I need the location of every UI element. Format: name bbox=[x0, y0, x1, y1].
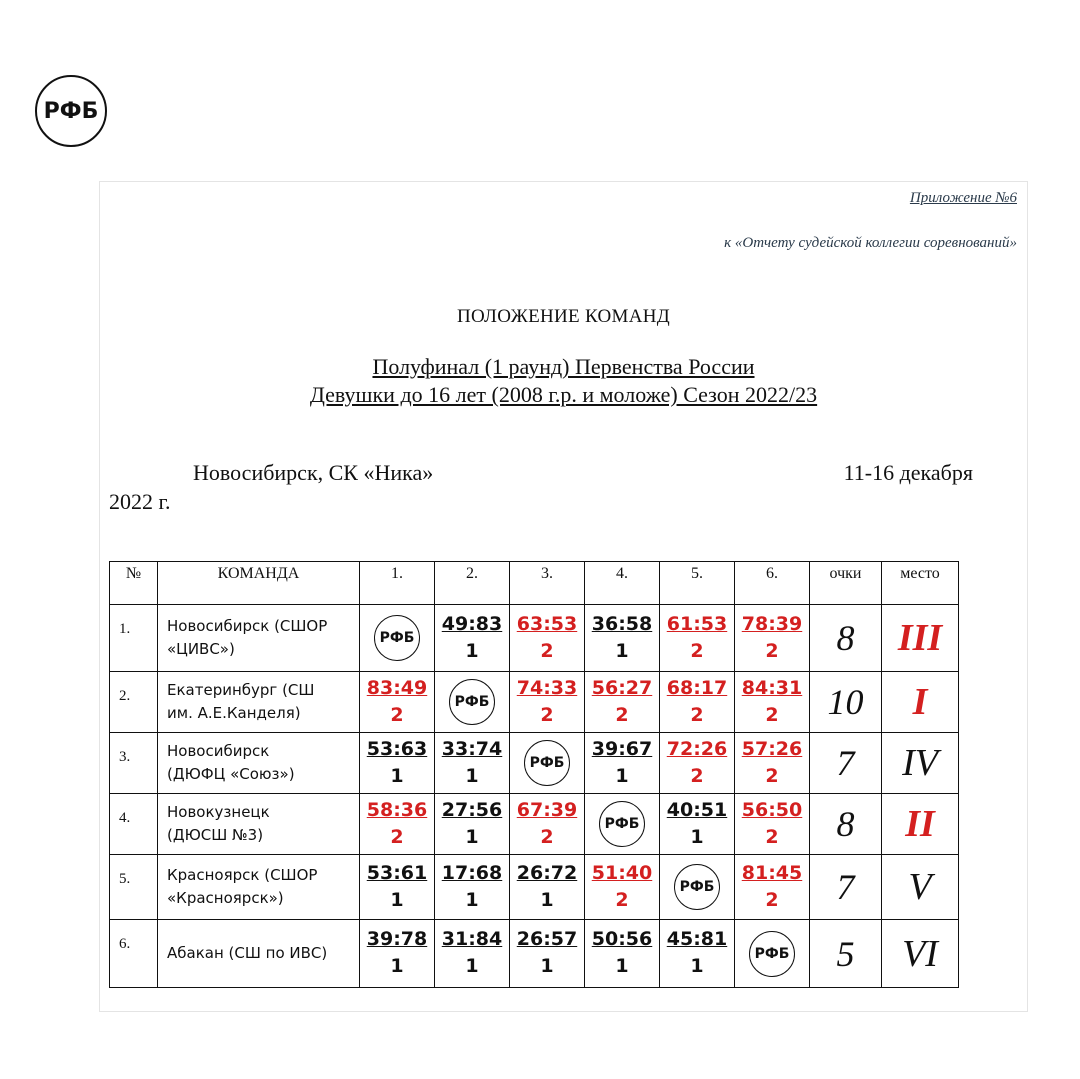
match-points: 2 bbox=[690, 764, 704, 787]
match-result bbox=[435, 920, 510, 988]
total-points: 8 bbox=[810, 605, 882, 672]
team-name-line: Новокузнецк bbox=[167, 803, 270, 821]
match-result bbox=[660, 920, 735, 988]
match-points: 2 bbox=[540, 639, 554, 662]
row-number: 1. bbox=[110, 605, 158, 672]
match-points: 2 bbox=[390, 825, 404, 848]
rfb-logo-text: РФБ bbox=[43, 98, 99, 124]
team-name bbox=[158, 855, 360, 920]
match-result bbox=[435, 733, 510, 794]
row-number: 3. bbox=[110, 733, 158, 794]
match-points: 1 bbox=[465, 825, 479, 848]
match-points: 1 bbox=[615, 764, 629, 787]
team-name bbox=[158, 920, 360, 988]
match-points: 1 bbox=[540, 955, 554, 977]
match-score: 51:40 bbox=[591, 861, 653, 884]
match-points: 2 bbox=[540, 703, 554, 726]
match-result bbox=[360, 794, 435, 855]
dates: 11-16 декабря bbox=[843, 460, 973, 485]
match-score: 40:51 bbox=[666, 798, 728, 821]
header-rank: место bbox=[882, 562, 959, 605]
header-col-6: 6. bbox=[735, 562, 810, 605]
total-points: 5 bbox=[810, 920, 882, 988]
competition-title: Полуфинал (1 раунд) Первенства России bbox=[372, 354, 755, 379]
team-name-line: «Красноярск») bbox=[167, 889, 284, 907]
match-result bbox=[735, 605, 810, 672]
self-match-cell bbox=[435, 672, 510, 733]
match-result bbox=[585, 733, 660, 794]
match-result bbox=[735, 672, 810, 733]
team-name-line: Красноярск (СШОР bbox=[167, 866, 318, 884]
annex-subtitle: к «Отчету судейской коллегии соревнований» bbox=[724, 235, 1017, 251]
match-result bbox=[660, 605, 735, 672]
match-result bbox=[360, 672, 435, 733]
match-points: 1 bbox=[690, 825, 704, 848]
header-col-1: 1. bbox=[360, 562, 435, 605]
match-score: 83:49 bbox=[366, 676, 428, 699]
match-score: 56:50 bbox=[741, 798, 803, 821]
team-name-line: «ЦИВС») bbox=[167, 640, 235, 658]
match-result bbox=[510, 794, 585, 855]
match-result bbox=[435, 794, 510, 855]
match-points: 2 bbox=[765, 639, 779, 662]
match-score: 53:61 bbox=[366, 861, 428, 884]
match-result bbox=[360, 855, 435, 920]
match-score: 63:53 bbox=[516, 612, 578, 635]
match-score: 78:39 bbox=[741, 612, 803, 635]
table-row bbox=[110, 605, 959, 672]
match-score: 68:17 bbox=[666, 676, 728, 699]
match-score: 27:56 bbox=[441, 798, 503, 821]
match-score: 36:58 bbox=[591, 612, 653, 635]
match-result bbox=[435, 855, 510, 920]
row-number: 4. bbox=[110, 794, 158, 855]
standings-table bbox=[109, 561, 959, 988]
match-score: 74:33 bbox=[516, 676, 578, 699]
match-result bbox=[510, 672, 585, 733]
match-result bbox=[585, 672, 660, 733]
match-points: 2 bbox=[690, 703, 704, 726]
self-match-cell bbox=[585, 794, 660, 855]
match-result bbox=[435, 605, 510, 672]
team-name-line: Новосибирск bbox=[167, 742, 270, 760]
match-result bbox=[510, 605, 585, 672]
match-result bbox=[510, 920, 585, 988]
match-result bbox=[735, 855, 810, 920]
match-result bbox=[360, 920, 435, 988]
year: 2022 г. bbox=[109, 489, 171, 514]
match-points: 1 bbox=[465, 955, 479, 977]
header-col-4: 4. bbox=[585, 562, 660, 605]
match-points: 1 bbox=[390, 955, 404, 977]
match-result bbox=[735, 794, 810, 855]
row-number: 6. bbox=[110, 920, 158, 988]
table-row bbox=[110, 920, 959, 988]
match-score: 49:83 bbox=[441, 612, 503, 635]
match-points: 2 bbox=[765, 888, 779, 911]
match-score: 39:78 bbox=[366, 928, 428, 950]
rfb-mark-icon: РФБ bbox=[374, 615, 420, 661]
match-points: 2 bbox=[765, 764, 779, 787]
team-name-line: Новосибирск (СШОР bbox=[167, 617, 328, 635]
match-points: 2 bbox=[615, 888, 629, 911]
table-header-row bbox=[110, 562, 959, 605]
match-result bbox=[660, 794, 735, 855]
match-score: 50:56 bbox=[591, 928, 653, 950]
total-points: 7 bbox=[810, 855, 882, 920]
match-score: 45:81 bbox=[666, 928, 728, 950]
self-match-cell bbox=[660, 855, 735, 920]
page-title: ПОЛОЖЕНИЕ КОМАНД bbox=[456, 306, 671, 327]
final-rank: III bbox=[882, 605, 959, 672]
match-result bbox=[585, 605, 660, 672]
match-points: 1 bbox=[465, 764, 479, 787]
match-points: 2 bbox=[690, 639, 704, 662]
team-name-line: Екатеринбург (СШ bbox=[167, 681, 315, 699]
final-rank: IV bbox=[882, 733, 959, 794]
header-col-2: 2. bbox=[435, 562, 510, 605]
table-row bbox=[110, 855, 959, 920]
competition-category: Девушки до 16 лет (2008 г.р. и моложе) Сезон 2022/23 bbox=[309, 382, 818, 407]
self-match-cell bbox=[510, 733, 585, 794]
rfb-mark-icon: РФБ bbox=[674, 864, 720, 910]
team-name bbox=[158, 672, 360, 733]
match-score: 57:26 bbox=[741, 737, 803, 760]
match-points: 2 bbox=[765, 703, 779, 726]
header-team: КОМАНДА bbox=[158, 562, 360, 605]
match-points: 1 bbox=[390, 764, 404, 787]
match-points: 1 bbox=[690, 955, 704, 977]
team-name-line: Абакан (СШ по ИВС) bbox=[167, 944, 328, 962]
match-score: 56:27 bbox=[591, 676, 653, 699]
match-score: 39:67 bbox=[591, 737, 653, 760]
row-number: 2. bbox=[110, 672, 158, 733]
match-result bbox=[360, 733, 435, 794]
match-points: 2 bbox=[615, 703, 629, 726]
match-result bbox=[660, 733, 735, 794]
final-rank: VI bbox=[882, 920, 959, 988]
header-col-3: 3. bbox=[510, 562, 585, 605]
team-name-line: (ДЮФЦ «Союз») bbox=[167, 765, 295, 783]
match-score: 72:26 bbox=[666, 737, 728, 760]
match-points: 1 bbox=[390, 888, 404, 911]
match-score: 31:84 bbox=[441, 928, 503, 950]
match-points: 1 bbox=[615, 639, 629, 662]
match-points: 2 bbox=[390, 703, 404, 726]
match-points: 1 bbox=[465, 639, 479, 662]
team-name bbox=[158, 733, 360, 794]
match-points: 2 bbox=[765, 825, 779, 848]
rfb-mark-icon: РФБ bbox=[524, 740, 570, 786]
self-match-cell bbox=[360, 605, 435, 672]
self-match-cell bbox=[735, 920, 810, 988]
table-row bbox=[110, 672, 959, 733]
match-score: 58:36 bbox=[366, 798, 428, 821]
match-score: 81:45 bbox=[741, 861, 803, 884]
match-score: 67:39 bbox=[516, 798, 578, 821]
venue: Новосибирск, СК «Ника» bbox=[193, 460, 434, 485]
team-name-line: им. А.Е.Канделя) bbox=[167, 704, 301, 722]
rfb-mark-icon: РФБ bbox=[749, 931, 795, 977]
match-result bbox=[585, 855, 660, 920]
header-num: № bbox=[110, 562, 158, 605]
header-points: очки bbox=[810, 562, 882, 605]
rfb-logo bbox=[35, 75, 107, 147]
match-score: 33:74 bbox=[441, 737, 503, 760]
match-result bbox=[585, 920, 660, 988]
match-score: 26:72 bbox=[516, 861, 578, 884]
total-points: 8 bbox=[810, 794, 882, 855]
total-points: 7 bbox=[810, 733, 882, 794]
team-name-line: (ДЮСШ №3) bbox=[167, 826, 264, 844]
match-points: 1 bbox=[615, 955, 629, 977]
annex-label: Приложение №6 bbox=[909, 190, 1017, 206]
header-col-5: 5. bbox=[660, 562, 735, 605]
rfb-mark-icon: РФБ bbox=[599, 801, 645, 847]
match-points: 1 bbox=[465, 888, 479, 911]
total-points: 10 bbox=[810, 672, 882, 733]
match-points: 2 bbox=[540, 825, 554, 848]
match-result bbox=[660, 672, 735, 733]
match-result bbox=[510, 855, 585, 920]
team-name bbox=[158, 794, 360, 855]
match-score: 53:63 bbox=[366, 737, 428, 760]
rfb-mark-icon: РФБ bbox=[449, 679, 495, 725]
final-rank: II bbox=[882, 794, 959, 855]
row-number: 5. bbox=[110, 855, 158, 920]
match-result bbox=[735, 733, 810, 794]
document-page bbox=[99, 181, 1028, 1012]
table-row bbox=[110, 733, 959, 794]
table-row bbox=[110, 794, 959, 855]
team-name bbox=[158, 605, 360, 672]
match-score: 26:57 bbox=[516, 928, 578, 950]
final-rank: V bbox=[882, 855, 959, 920]
match-points: 1 bbox=[540, 888, 554, 911]
final-rank: I bbox=[882, 672, 959, 733]
match-score: 84:31 bbox=[741, 676, 803, 699]
match-score: 61:53 bbox=[666, 612, 728, 635]
match-score: 17:68 bbox=[441, 861, 503, 884]
